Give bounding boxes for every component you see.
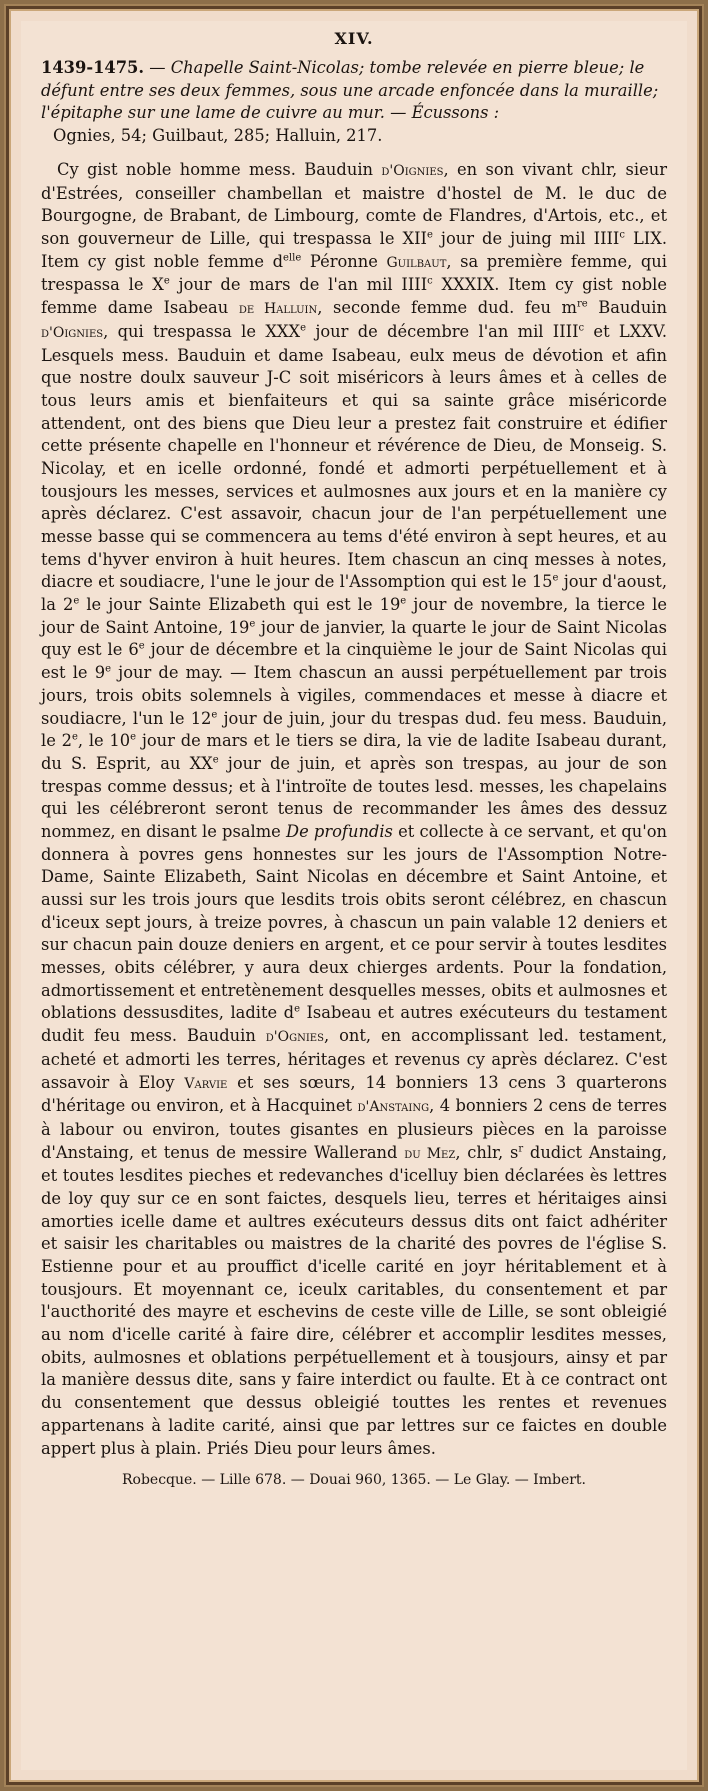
page <box>21 21 687 1770</box>
sources-footer: Robecque. — Lille 678. — Douai 960, 1365. — Le Glay. — Imbert. <box>121 1472 587 1489</box>
name-guilbaut: Guilbaut <box>386 254 447 271</box>
epitaph-paragraph: Cy gist noble homme mess. Bauduin d'Oignies, en son vivant chlr, sieur d'Estrées, conseiller chambellan et maistre d'hostel de M. le duc de Bourgogne, de Brabant, de Limbourg, comte de Flandres, d'Artois, etc., et son gouverneur de Lille, qui trespassa le XIIe jour de juing mil IIII$^c$ LIX. Item cy gist noble femme $d^{elle}$ Péronne Guilbaut, sa première femme, qui trespassa le Xe jour de mars de l'an mil IIII$^c$ XXXIX. Item cy gist noble femme dame Isabeau de Halluin, seconde femme dud. feu $m^{re}$ Bauduin d'Oignies, qui trespassa le XXXe jour de décembre l'an mil IIII$^c$ et LXXV. Lesquels mess. Bauduin et dame Isabeau, eulx meus de dévotion et afin que nostre doulx sauveur J-C soit miséricors à leurs âmes et à celles de tous leurs amis et bienfaiteurs et qui sa sainte grâce miséricorde attendent, ont des biens que Dieu leur a prestez fait construire et édifier cette présente chapelle en l'honneur et révérence de Dieu, de Monseig. S. Nicolay, et en icelle ordonné, fondé et admorti perpétuellement et à tousjours les messes, services et aulmosnes aux jours et en la manière cy après déclarez. C'est assavoir, chacun jour de l'an perpétuellement une messe basse qui se commencera au tems d'été environ à sept heures, et au tems d'hyver environ à huit heures. Item chascun an cinq messes à notes, diacre et soudiacre, l'une le jour de l'Assomption qui est le 15e jour d'aoust, la 2e le jour Sainte Elizabeth qui est le 19e jour de novembre, la tierce le jour de Saint Antoine, 19e jour de janvier, la quarte le jour de Saint Nicolas quy est le 6e jour de décembre et la cinquième le jour de Saint Nicolas qui est le 9e jour de may. — Item chascun an aussi perpétuellement par trois jours, trois obits solemnels à vigiles, commendaces et messe à diacre et soudiacre, l'un le 12e jour de juin, jour du trespas dud. feu mess. Bauduin, le 2e, le 10e jour de mars et le tiers se dira, la vie de ladite Isabeau durant, du S. Esprit, au XXe jour de juin, et après son trespas, au jour de son trespas comme dessus; et à l'introïte de toutes lesd. messes, les chapelains qui les célébreront seront tenus de recommander les âmes des dessuz nommez, en disant le psalme De profundis et collecte à ce servant, et qu'on donnera à povres gens honnestes sur les jours de l'Assomption Notre-Dame, Sainte Elizabeth, Saint Nicolas en décembre et Saint Antoine, et aussi sur les trois jours que lesdits trois obits seront célébrez, en chascun d'iceux sept jours, à treize povres, à chascun un pain valable 12 deniers et sur chacun pain douze deniers en argent, et ce pour servir à toutes lesdites messes, obits célébrer, y aura deux chierges ardents. Pour la fondation, admortissement et entretènement desquelles messes, obits et aulmosnes et oblations dessusdites, ladite $d^e$ Isabeau et autres exécuteurs du testament dudit feu mess. Bauduin d'Ognies, ont, en accomplissant led. testament, acheté et admorti les terres, héritages et revenus cy après déclarez. C'est assavoir à Eloy Varvie et ses sœurs, 14 bonniers 13 cens 3 quarterons d'héritage ou environ, et à Hacquinet d'Anstaing, 4 bonniers 2 cens de terres à labour ou environ, toutes gisantes en plusieurs pièces en la paroisse d'Anstaing, et tenus de messire Wallerand du Mez, chlr, $s^r$ dudict Anstaing, et toutes lesdites pieches et redevanches d'icelluy bien déclarées ès lettres de loy quy sur ce en sont faictes, desquels lieu, terres et héritaiges ainsi amorties icelle dame et aultres exécuteurs dessus dits ont faict adhériter et saisir les charitables ou maistres de la charité des povres de l'église S. Estienne pour et au prouffict d'icelle carité en joyr héritablement et à tousjours. Et moyennant ce, iceulx caritables, du consentement et par l'aucthorité des mayre et eschevins de ceste ville de Lille, se sont obleigié au nom d'icelle carité à faire dire, célébrer et accomplir lesdites messes, obits, aulmosnes et oblations perpétuellement et à tousjours, ainsy et par la manière dessus dite, sans y faire interdict ou faulte. Et à ce contract ont du consentement que dessus obleigié touttes les rentes et revenues appartenans à ladite carité, ainsi que par lettres sur ce faictes en double appert plus à plain. Priés Dieu pour leurs âmes. <box>41 160 668 1458</box>
name-du-mez: du Mez <box>404 1145 456 1162</box>
name-anstaing: d'Anstaing <box>357 1099 430 1116</box>
name-varvie: Varvie <box>184 1075 228 1092</box>
coats-of-arms: Ognies, 54; Guilbaut, 285; Halluin, 217. <box>53 125 383 145</box>
page-frame <box>6 6 702 1785</box>
entry-date: 1439-1475. <box>41 58 145 77</box>
name-halluin: de Halluin <box>238 301 318 318</box>
epitaph-text <box>41 159 667 1460</box>
entry-header <box>41 57 667 147</box>
entry-description: Chapelle Saint-Nicolas; tombe relevée en pierre bleue; le défunt entre ses deux femmes, sous une arcade enfoncée dans la muraille; l'épitaphe sur une lame de cuivre au mur. — Écussons : <box>41 58 659 122</box>
name-ognies: d'Ognies <box>265 1029 324 1046</box>
page-number: XIV. <box>334 29 374 48</box>
name-oignies: d'Oignies <box>381 163 444 179</box>
header-dash: — <box>144 58 171 77</box>
latin-psalm: De profundis <box>286 821 393 841</box>
